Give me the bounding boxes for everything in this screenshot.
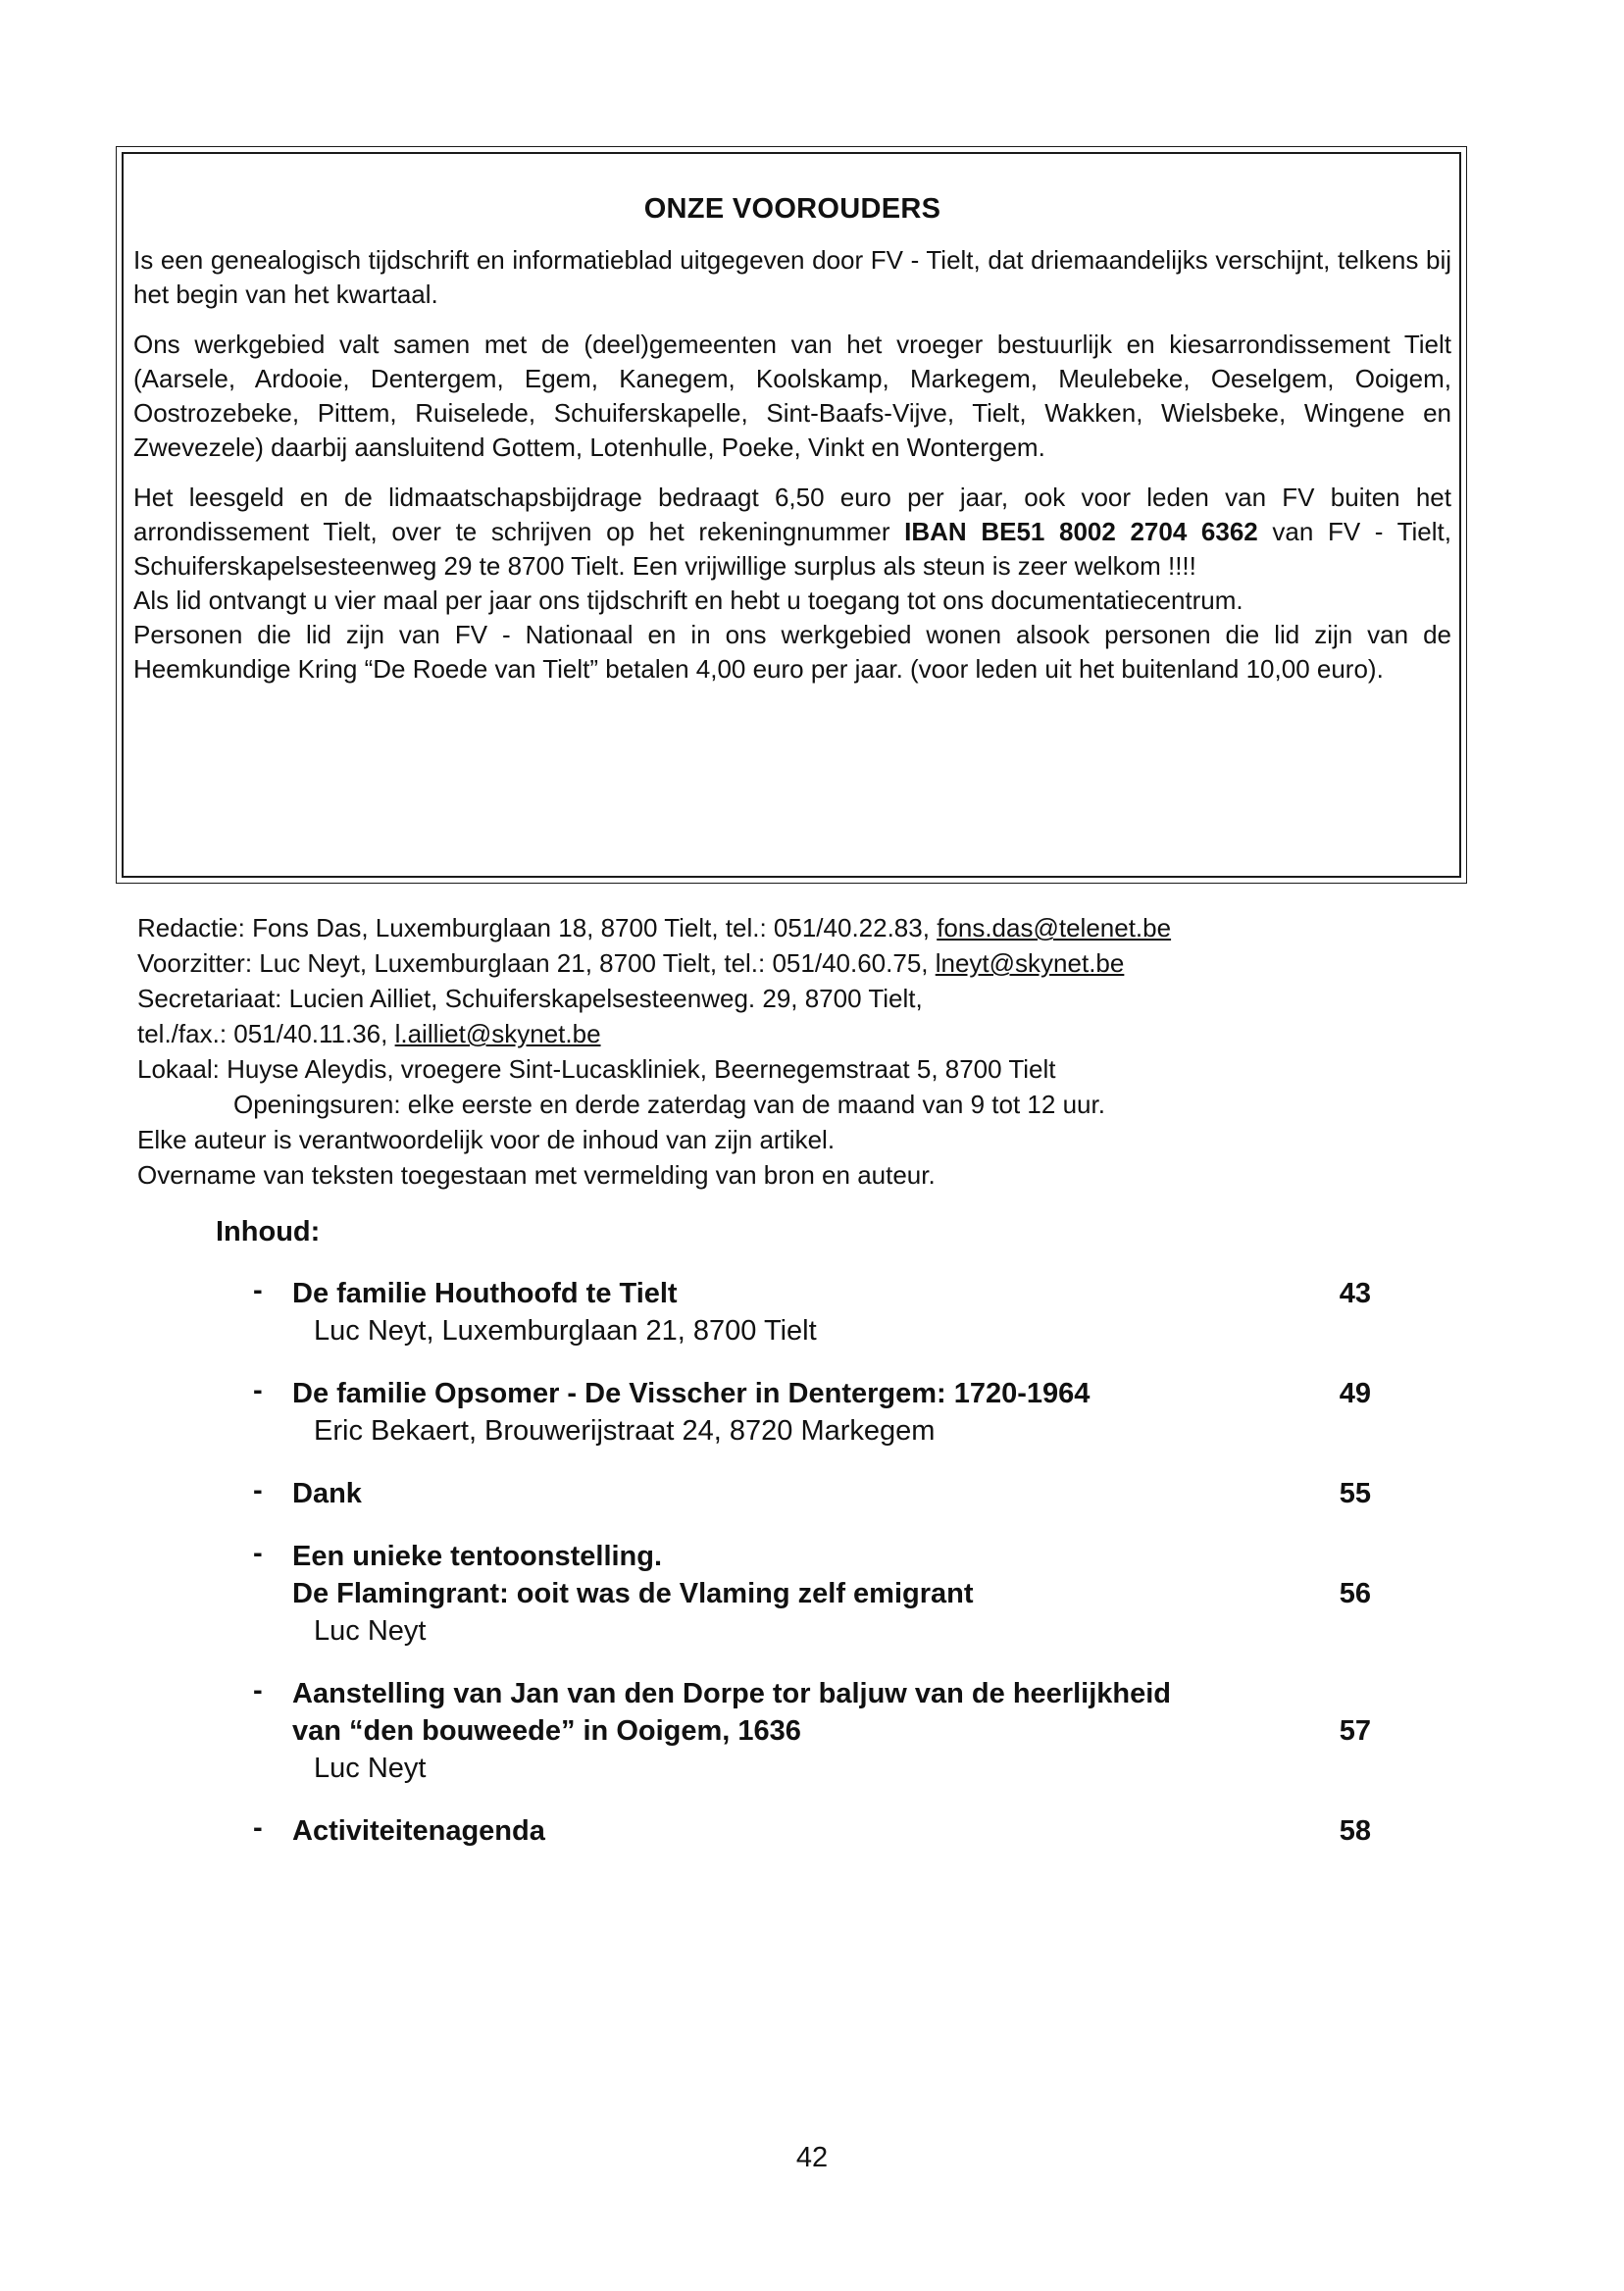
voorzitter-line: Voorzitter: Luc Neyt, Luxemburglaan 21, 8700 Tielt, tel.: 051/40.60.75, lneyt@skynet.be <box>137 948 1125 978</box>
toc-page-number: 55 <box>1339 1478 1371 1509</box>
info-box <box>122 152 1461 878</box>
toc-entry-author: Luc Neyt <box>314 1615 427 1647</box>
telfax-line: tel./fax.: 051/40.11.36, l.ailliet@skynet.be <box>137 1019 601 1048</box>
secretariaat-line: Secretariaat: Lucien Ailliet, Schuiferskapelsesteenweg. 29, 8700 Tielt, <box>137 984 923 1013</box>
iban-number: IBAN BE51 8002 2704 6362 <box>904 517 1258 546</box>
fee-text-end: van FV - Tielt, Schuiferskapelsesteenweg 29 te 8700 Tielt. Een vrijwillige surplus als steun is zeer welkom !!!! <box>133 517 1451 581</box>
intro-paragraph: Is een genealogisch tijdschrift en informatieblad uitgegeven door FV - Tielt, dat driemaandelijks verschijnt, telkens bij het begin van het kwartaal. <box>133 245 1451 309</box>
contact-info <box>137 910 1412 1193</box>
toc-entry-author: Luc Neyt, Luxemburglaan 21, 8700 Tielt <box>314 1315 817 1347</box>
lokaal-line: Lokaal: Huyse Aleydis, vroegere Sint-Lucaskliniek, Beernegemstraat 5, 8700 Tielt <box>137 1054 1056 1084</box>
toc-entry-title: Aanstelling van Jan van den Dorpe tor baljuw van de heerlijkheid <box>292 1678 1171 1709</box>
openingsuren-line: Openingsuren: elke eerste en derde zaterdag van de maand van 9 tot 12 uur. <box>233 1090 1105 1119</box>
toc-entry-title: De familie Opsomer - De Visscher in Dentergem: 1720-1964 <box>292 1378 1091 1409</box>
toc-entry-title: Dank <box>292 1478 362 1509</box>
toc-page-number: 57 <box>1339 1715 1371 1747</box>
toc-page-number: 43 <box>1339 1278 1371 1309</box>
redactie-email-link[interactable]: fons.das@telenet.be <box>937 913 1172 942</box>
toc-page-number: 49 <box>1339 1378 1371 1409</box>
publication-title: ONZE VOOROUDERS <box>643 193 941 225</box>
author-responsibility-line: Elke auteur is verantwoordelijk voor de inhoud van zijn artikel. <box>137 1125 836 1154</box>
toc-entry[interactable]: - 56 Een unieke tentoonstelling. De Flamingrant: ooit was de Vlaming zelf emigrant Luc Neyt <box>253 1538 1371 1650</box>
secretariaat-email-link[interactable]: l.ailliet@skynet.be <box>394 1019 601 1048</box>
toc-entry[interactable]: - 43 De familie Houthoofd te Tielt Luc Neyt, Luxemburglaan 21, 8700 Tielt <box>253 1275 1371 1349</box>
toc-page-number: 56 <box>1339 1578 1371 1609</box>
work-area-paragraph: Ons werkgebied valt samen met de (deel)gemeenten van het vroeger bestuurlijk en kiesarrondissement Tielt (Aarsele, Ardooie, Dentergem, Egem, Kanegem, Koolskamp, Markegem, Meulebeke, Oeselgem, Ooigem, Oostrozebeke, Pittem, Ruiselede, Schuiferskapelle, Sint-Baafs-Vijve, Tielt, Wakken, Wielsbeke, Wingene en Zwevezele) daarbij aansluitend Gottem, Lotenhulle, Poeke, Vinkt en Wontergem. <box>133 330 1451 462</box>
info-box-content <box>133 193 1451 687</box>
fee-paragraph <box>133 481 1451 584</box>
member-benefits-paragraph: Als lid ontvangt u vier maal per jaar ons tijdschrift en hebt u toegang tot ons documentatiecentrum. <box>133 585 1243 615</box>
toc-page-number: 58 <box>1339 1815 1371 1847</box>
toc-entry-author: Luc Neyt <box>314 1753 427 1784</box>
table-of-contents <box>253 1275 1371 1875</box>
toc-entry[interactable]: - 57 Aanstelling van Jan van den Dorpe tor baljuw van de heerlijkheid van “den bouweede” in Ooigem, 1636 Luc Neyt <box>253 1675 1371 1787</box>
toc-entry-title: Een unieke tentoonstelling. <box>292 1541 663 1572</box>
toc-entry-subtitle: De Flamingrant: ooit was de Vlaming zelf emigrant <box>292 1578 974 1609</box>
toc-entry[interactable]: - 49 De familie Opsomer - De Visscher in Dentergem: 1720-1964 Eric Bekaert, Brouwerijstraat 24, 8720 Markegem <box>253 1375 1371 1450</box>
toc-entry[interactable]: - 58 Activiteitenagenda <box>253 1812 1371 1850</box>
toc-entry[interactable]: - 55 Dank <box>253 1475 1371 1512</box>
voorzitter-email-link[interactable]: lneyt@skynet.be <box>935 948 1125 978</box>
redactie-line: Redactie: Fons Das, Luxemburglaan 18, 8700 Tielt, tel.: 051/40.22.83, fons.das@telenet.be <box>137 913 1172 942</box>
toc-entry-title: Activiteitenagenda <box>292 1815 545 1847</box>
toc-entry-author: Eric Bekaert, Brouwerijstraat 24, 8720 Markegem <box>314 1415 936 1447</box>
toc-entry-title: De familie Houthoofd te Tielt <box>292 1278 678 1309</box>
copyright-line: Overname van teksten toegestaan met vermelding van bron en auteur. <box>137 1160 936 1190</box>
toc-heading: Inhoud: <box>216 1216 321 1247</box>
fee-text-start: Het leesgeld en de lidmaatschapsbijdrage bedraagt 6,50 euro per jaar, ook voor leden van FV buiten het arrondissement Tielt, over te schrijven op het rekeningnummer <box>133 483 1451 546</box>
reduced-fee-paragraph: Personen die lid zijn van FV - Nationaal en in ons werkgebied wonen alsook personen die lid zijn van de Heemkundige Kring “De Roede van Tielt” betalen 4,00 euro per jaar. (voor leden uit het buitenland 10,00 euro). <box>133 620 1451 684</box>
toc-entry-subtitle: van “den bouweede” in Ooigem, 1636 <box>292 1715 801 1747</box>
page-number: 42 <box>795 2142 829 2173</box>
